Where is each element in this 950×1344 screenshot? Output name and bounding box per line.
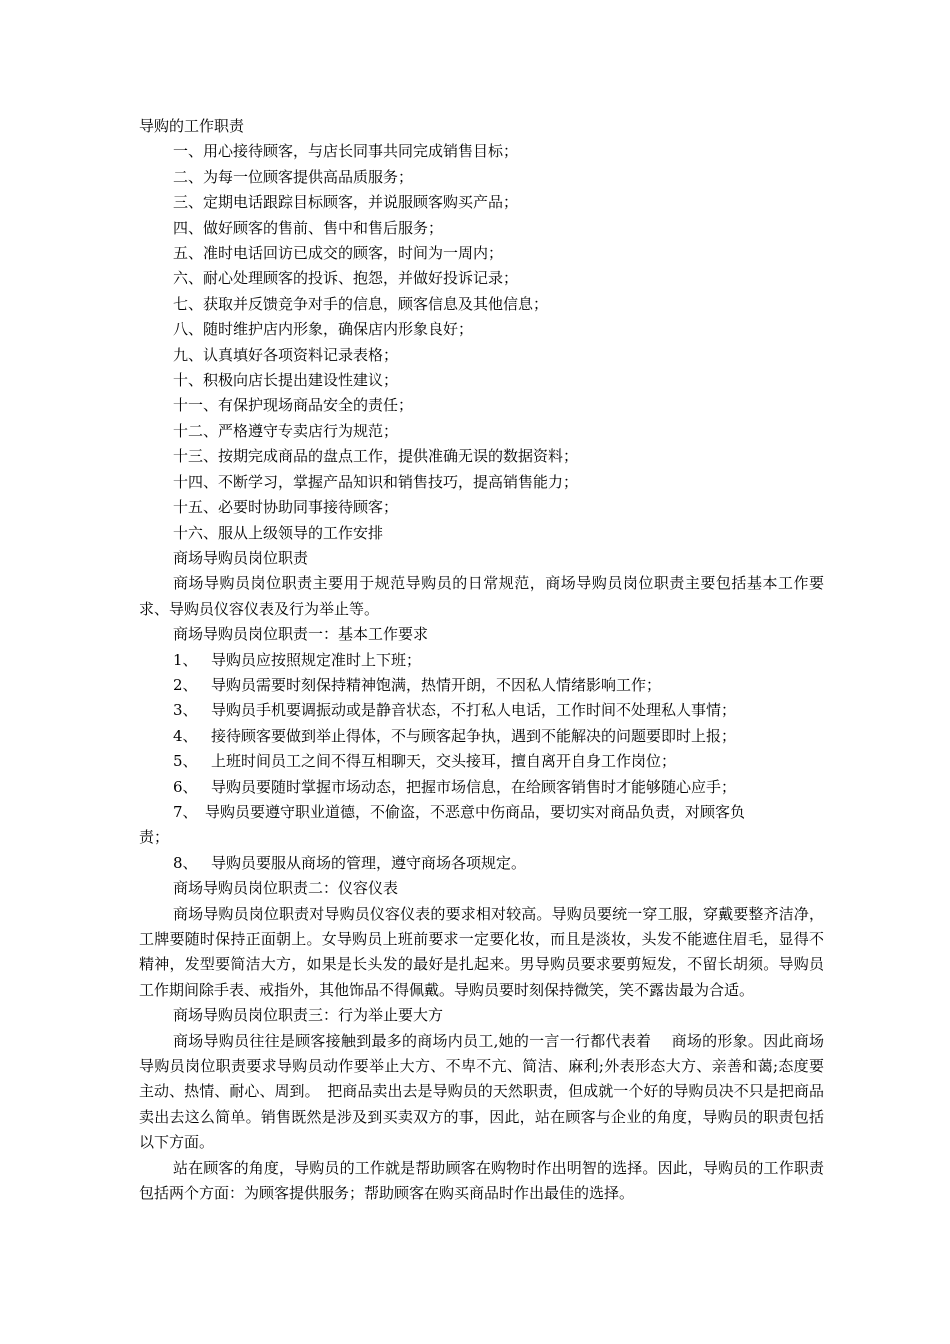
- duty-item: 十、积极向店长提出建设性建议；: [173, 371, 399, 390]
- item-text: 导购员手机要调振动或是静音状态，不打私人电话，工作时间不处理私人事情；: [211, 701, 737, 720]
- item-text: 导购员需要时刻保持精神饱满，热情开朗，不因私人情绪影响工作；: [211, 675, 662, 694]
- duty-item: 十二、严格遵守专卖店行为规范；: [173, 421, 399, 440]
- duty-item: 五、准时电话回访已成交的顾客，时间为一周内；: [173, 244, 504, 263]
- part1-item: [139, 851, 824, 876]
- duty-item: 十四、不断学习，掌握产品知识和销售技巧，提高销售能力；: [173, 472, 579, 491]
- section-heading: 商场导购员岗位职责: [173, 548, 309, 567]
- part1-item: [139, 775, 824, 800]
- item-number: 3、: [173, 701, 198, 720]
- duty-item: 七、获取并反馈竞争对手的信息，顾客信息及其他信息；: [173, 294, 549, 313]
- item-number: 1、: [173, 650, 198, 669]
- duty-item: 十五、必要时协助同事接待顾客；: [173, 498, 399, 517]
- part2-paragraph: 商场导购员岗位职责对导购员仪容仪表的要求相对较高。导购员要统一穿工服，穿戴要整齐洁净，工牌要随时保持正面朝上。女导购员上班前要求一定要化妆，而且是淡妆，头发不能遮住眉毛，显得不精神，发型要简洁大方，如果是长头发的最好是扎起来。男导购员要求要剪短发，不留长胡须。导购员工作期间除手表、戒指外，其他饰品不得佩戴。导购员要时刻保持微笑，笑不露齿最为合适。: [139, 904, 824, 999]
- part1-item: [139, 673, 824, 698]
- duty-item: 九、认真填好各项资料记录表格；: [173, 345, 399, 364]
- item-text: 上班时间员工之间不得互相聊天，交头接耳，擅自离开自身工作岗位；: [211, 752, 677, 771]
- duty-item: 八、随时维护店内形象，确保店内形象良好；: [173, 320, 474, 339]
- duty-item: 三、定期电话跟踪目标顾客，并说服顾客购买产品；: [173, 193, 519, 212]
- part1-item: [139, 648, 824, 673]
- part1-item: [139, 724, 824, 749]
- duty-item: 十一、有保护现场商品安全的责任；: [173, 396, 414, 415]
- part3-heading: 商场导购员岗位职责三：行为举止要大方: [173, 1006, 444, 1025]
- duty-item: 十六、服从上级领导的工作安排: [173, 523, 384, 542]
- duty-item: 二、为每一位顾客提供高品质服务；: [173, 167, 414, 186]
- item-number: 4、: [173, 726, 198, 745]
- part1-item: [139, 749, 824, 774]
- item-text: 接待顾客要做到举止得体，不与顾客起争执，遇到不能解决的问题要即时上报；: [211, 726, 737, 745]
- part1-item: [139, 698, 824, 723]
- duty-item: 六、耐心处理顾客的投诉、抱怨，并做好投诉记录；: [173, 269, 519, 288]
- part4-paragraph: 站在顾客的角度，导购员的工作就是帮助顾客在购物时作出明智的选择。因此，导购员的工作职责包括两个方面：为顾客提供服务；帮助顾客在购买商品时作出最佳的选择。: [139, 1158, 824, 1203]
- part3-paragraph: 商场导购员往往是顾客接触到最多的商场内员工,她的一言一行都代表着 商场的形象。因此商场导购员岗位职责要求导购员动作要举止大方、不卑不亢、简洁、麻利;外表形态大方、亲善和蔼;态度要主动、热情、耐心、周到。 把商品卖出去是导购员的天然职责，但成就一个好的导购员决不只是把商品卖出去这么简单。销售既然是涉及到买卖双方的事，因此，站在顾客与企业的角度，导购员的职责包括以下方面。: [139, 1031, 824, 1152]
- item-text: 导购员应按照规定准时上下班；: [211, 650, 422, 669]
- item-number: 5、: [173, 752, 198, 771]
- intro-paragraph: 商场导购员岗位职责主要用于规范导购员的日常规范，商场导购员岗位职责主要包括基本工作要求、导购员仪容仪表及行为举止等。: [139, 574, 824, 618]
- item-number: 6、: [173, 777, 198, 796]
- part1-item-7-line2: 责；: [139, 828, 170, 847]
- part1-heading: 商场导购员岗位职责一：基本工作要求: [173, 625, 429, 644]
- item-number: 2、: [173, 675, 198, 694]
- part1-item-7-line1: 7、 导购员要遵守职业道德，不偷盗，不恶意中伤商品，要切实对商品负责，对顾客负: [173, 802, 746, 821]
- duty-item: 四、做好顾客的售前、售中和售后服务；: [173, 218, 444, 237]
- part2-heading: 商场导购员岗位职责二：仪容仪表: [173, 879, 399, 898]
- document-body: [139, 114, 824, 1206]
- document-title: 导购的工作职责: [139, 117, 245, 135]
- item-text: 导购员要服从商场的管理，遵守商场各项规定。: [211, 853, 527, 872]
- duty-item: 十三、按期完成商品的盘点工作，提供准确无误的数据资料；: [173, 447, 579, 466]
- duty-item: 一、用心接待顾客，与店长同事共同完成销售目标；: [173, 142, 519, 161]
- item-text: 导购员要随时掌握市场动态，把握市场信息，在给顾客销售时才能够随心应手；: [211, 777, 737, 796]
- item-number: 8、: [173, 853, 198, 872]
